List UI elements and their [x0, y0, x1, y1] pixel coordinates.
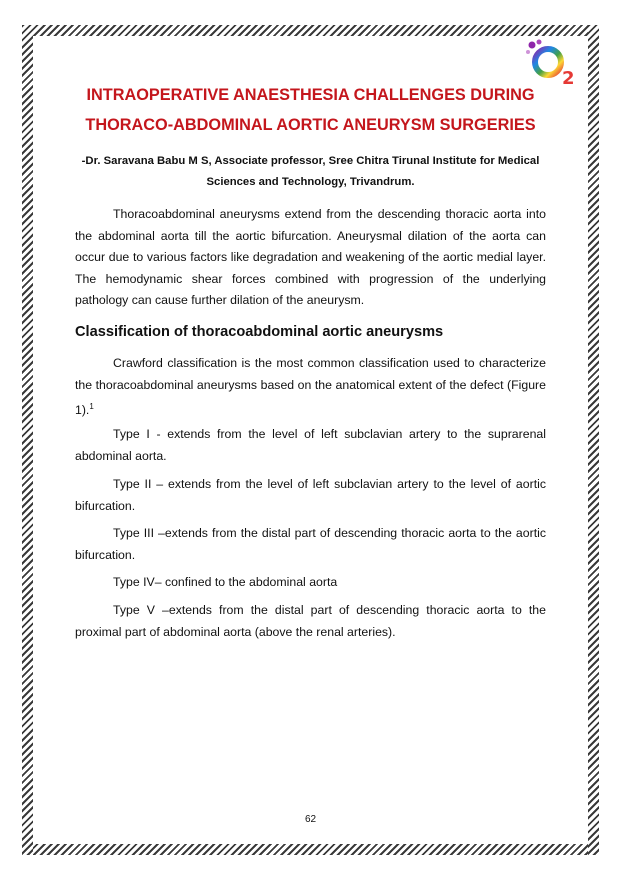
title-line-1: INTRAOPERATIVE ANAESTHESIA CHALLENGES DURING [86, 86, 535, 104]
page-border-left [22, 25, 33, 855]
author-line-1: -Dr. Saravana Babu M S, Associate professor, Sree Chitra Tirunal Institute for Medical [81, 155, 540, 167]
page-border-top [22, 25, 599, 36]
author-info [70, 151, 551, 193]
document-title [60, 80, 561, 140]
type-4-paragraph: Type IV– confined to the abdominal aorta [113, 575, 338, 589]
citation-superscript: 1 [89, 402, 94, 412]
page-border-right [588, 25, 599, 855]
page-border-bottom [22, 844, 599, 855]
author-line-2: Sciences and Technology, Trivandrum. [206, 176, 415, 188]
svg-text:2: 2 [562, 68, 575, 88]
section-heading: Classification of thoracoabdominal aortic aneurysms [75, 324, 444, 340]
page-number: 62 [304, 814, 317, 825]
type-5-paragraph: Type V –extends from the distal part of descending thoracic aorta to the proximal part of abdominal aorta (above the renal arteries). [75, 603, 546, 639]
type-1-paragraph: Type I - extends from the level of left subclavian artery to the suprarenal abdominal aorta. [75, 427, 546, 463]
type-2-paragraph: Type II – extends from the level of left subclavian artery to the level of aortic bifurcation. [75, 477, 546, 513]
type-3-paragraph: Type III –extends from the distal part of descending thoracic aorta to the aortic bifurcation. [75, 526, 546, 562]
crawford-text: Crawford classification is the most common classification used to characterize the thoracoabdominal aneurysms based on the anatomical extent of the defect (Figure 1). [75, 356, 546, 418]
title-line-2: THORACO-ABDOMINAL AORTIC ANEURYSM SURGERIES [85, 116, 536, 134]
intro-paragraph: Thoracoabdominal aneurysms extend from the descending thoracic aorta into the abdominal aorta till the aortic bifurcation. Aneurysmal dilation of the aorta can occur due to various factors like degradation and weakening of the aortic medial layer. The hemodynamic shear forces combined with progression of the underlying pathology can cause further dilation of the aneurysm. [75, 207, 546, 308]
crawford-paragraph [75, 353, 546, 422]
